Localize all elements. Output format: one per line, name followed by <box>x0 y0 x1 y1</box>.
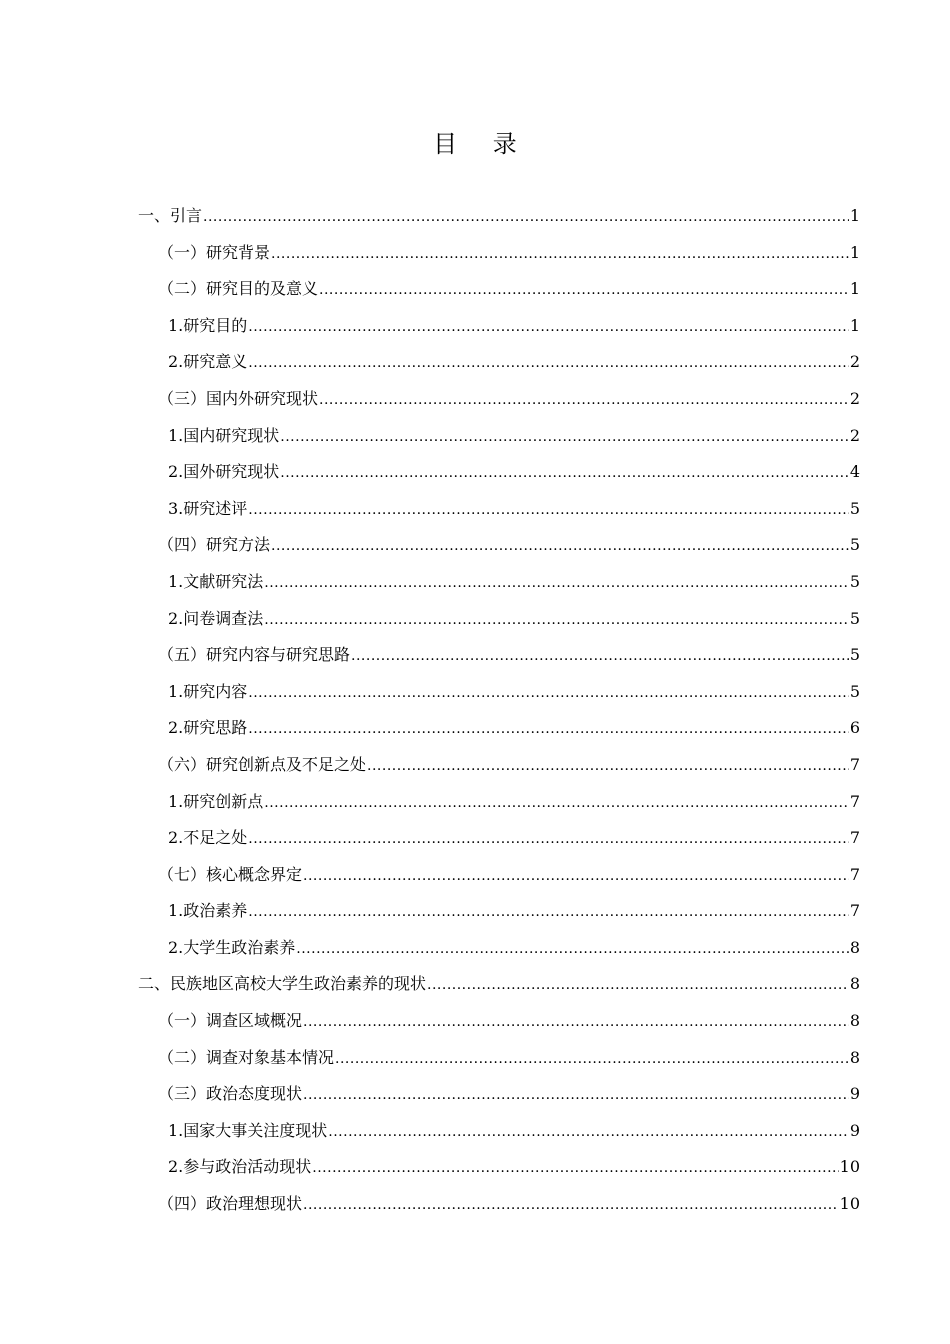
toc-entry[interactable] <box>138 1186 860 1223</box>
toc-entry[interactable] <box>138 1149 860 1186</box>
toc-dot-leader <box>271 236 849 273</box>
toc-entry[interactable] <box>138 674 860 711</box>
toc-dot-leader <box>296 931 849 968</box>
toc-entry-title: 1.政治素养 <box>168 901 248 921</box>
toc-entry-title: 2.不足之处 <box>168 828 248 848</box>
table-of-contents <box>138 198 860 1223</box>
toc-entry-title: 2.研究思路 <box>168 718 248 738</box>
toc-page-number: 7 <box>849 864 860 884</box>
toc-page-number: 5 <box>849 571 860 591</box>
toc-dot-leader <box>248 492 849 529</box>
toc-entry-title: （四）政治理想现状 <box>158 1194 303 1214</box>
toc-page-number: 2 <box>849 352 860 372</box>
toc-page-number: 7 <box>849 901 860 921</box>
toc-entry[interactable] <box>138 491 860 528</box>
toc-entry-title: （二）研究目的及意义 <box>158 279 319 299</box>
toc-dot-leader <box>427 967 849 1004</box>
toc-entry-title: （六）研究创新点及不足之处 <box>158 754 367 774</box>
toc-page-number: 9 <box>849 1084 860 1104</box>
toc-page-number: 5 <box>849 608 860 628</box>
toc-dot-leader <box>280 455 849 492</box>
toc-dot-leader <box>351 638 849 675</box>
toc-page-number: 6 <box>849 718 860 738</box>
toc-entry[interactable] <box>138 784 860 821</box>
toc-entry-title: （二）调查对象基本情况 <box>158 1047 335 1067</box>
toc-dot-leader <box>264 785 849 822</box>
toc-page-number: 5 <box>849 681 860 701</box>
toc-entry-title: 1.国家大事关注度现状 <box>168 1120 328 1140</box>
toc-entry-title: （三）国内外研究现状 <box>158 388 319 408</box>
toc-entry[interactable] <box>138 381 860 418</box>
toc-page-number: 8 <box>849 1047 860 1067</box>
toc-entry-title: 3.研究述评 <box>168 498 248 518</box>
toc-entry[interactable] <box>138 1113 860 1150</box>
toc-page-number: 2 <box>849 425 860 445</box>
toc-dot-leader <box>248 894 849 931</box>
toc-dot-leader <box>319 382 849 419</box>
toc-dot-leader <box>271 528 849 565</box>
toc-entry[interactable] <box>138 198 860 235</box>
toc-entry-title: （五）研究内容与研究思路 <box>158 645 351 665</box>
toc-entry[interactable] <box>138 564 860 601</box>
toc-page-number: 5 <box>849 645 860 665</box>
toc-entry[interactable] <box>138 601 860 638</box>
toc-entry[interactable] <box>138 418 860 455</box>
toc-entry-title: （四）研究方法 <box>158 535 271 555</box>
toc-dot-leader <box>203 199 849 236</box>
toc-entry-title: 2.问卷调查法 <box>168 608 264 628</box>
toc-dot-leader <box>367 748 849 785</box>
toc-page-number: 1 <box>849 242 860 262</box>
toc-entry[interactable] <box>138 271 860 308</box>
toc-dot-leader <box>248 345 849 382</box>
toc-entry[interactable] <box>138 930 860 967</box>
toc-entry-title: 2.研究意义 <box>168 352 248 372</box>
toc-entry-title: 二、民族地区高校大学生政治素养的现状 <box>138 974 427 994</box>
toc-entry-title: 1.研究创新点 <box>168 791 264 811</box>
toc-dot-leader <box>264 602 849 639</box>
toc-entry[interactable] <box>138 454 860 491</box>
toc-entry[interactable] <box>138 1003 860 1040</box>
toc-entry-title: 一、引言 <box>138 206 203 225</box>
toc-page-number: 7 <box>849 791 860 811</box>
toc-entry[interactable] <box>138 966 860 1003</box>
toc-dot-leader <box>303 1187 839 1224</box>
toc-dot-leader <box>319 272 849 309</box>
toc-dot-leader <box>303 858 849 895</box>
toc-page-number: 1 <box>849 279 860 299</box>
toc-dot-leader <box>335 1041 849 1078</box>
toc-page-number: 8 <box>849 937 860 957</box>
toc-entry-title: 1.研究目的 <box>168 315 248 335</box>
toc-entry[interactable] <box>138 747 860 784</box>
toc-page-number: 8 <box>849 974 860 994</box>
toc-entry-title: （三）政治态度现状 <box>158 1084 303 1104</box>
toc-entry-title: （一）调查区域概况 <box>158 1011 303 1031</box>
page-title: 目 录 <box>433 130 531 158</box>
toc-dot-leader <box>280 419 849 456</box>
toc-dot-leader <box>248 309 849 346</box>
toc-entry-title: 2.参与政治活动现状 <box>168 1157 312 1177</box>
toc-page-number: 5 <box>849 498 860 518</box>
toc-entry[interactable] <box>138 637 860 674</box>
toc-entry-title: 1.文献研究法 <box>168 571 264 591</box>
toc-page-number: 8 <box>849 1011 860 1031</box>
toc-entry[interactable] <box>138 893 860 930</box>
toc-page-number: 5 <box>849 535 860 555</box>
toc-page-number: 7 <box>849 754 860 774</box>
toc-page-number: 1 <box>849 206 860 225</box>
toc-dot-leader <box>248 675 849 712</box>
toc-entry[interactable] <box>138 1076 860 1113</box>
toc-entry[interactable] <box>138 710 860 747</box>
toc-entry[interactable] <box>138 308 860 345</box>
toc-entry[interactable] <box>138 527 860 564</box>
toc-page-number: 10 <box>839 1194 860 1214</box>
toc-dot-leader <box>248 711 849 748</box>
toc-entry[interactable] <box>138 235 860 272</box>
toc-page-number: 1 <box>849 315 860 335</box>
toc-entry-title: （一）研究背景 <box>158 242 271 262</box>
toc-entry-title: 1.研究内容 <box>168 681 248 701</box>
toc-entry[interactable] <box>138 857 860 894</box>
toc-entry[interactable] <box>138 1040 860 1077</box>
toc-dot-leader <box>312 1150 838 1187</box>
toc-dot-leader <box>264 565 849 602</box>
toc-page-number: 2 <box>849 388 860 408</box>
toc-page-number: 9 <box>849 1120 860 1140</box>
toc-entry[interactable] <box>138 820 860 857</box>
toc-dot-leader <box>248 821 849 858</box>
toc-dot-leader <box>328 1114 849 1151</box>
toc-page-number: 4 <box>849 462 860 482</box>
toc-dot-leader <box>303 1004 849 1041</box>
toc-entry-title: （七）核心概念界定 <box>158 864 303 884</box>
toc-page-number: 7 <box>849 828 860 848</box>
toc-entry[interactable] <box>138 344 860 381</box>
toc-entry-title: 2.大学生政治素养 <box>168 937 296 957</box>
toc-entry-title: 1.国内研究现状 <box>168 425 280 445</box>
toc-entry-title: 2.国外研究现状 <box>168 462 280 482</box>
toc-dot-leader <box>303 1077 849 1114</box>
toc-page-number: 10 <box>839 1157 860 1177</box>
